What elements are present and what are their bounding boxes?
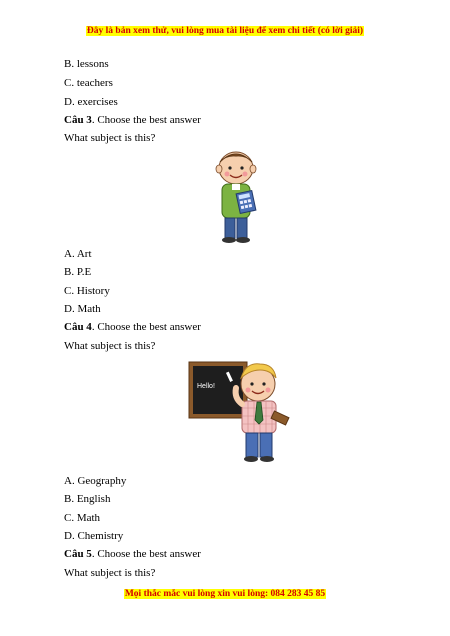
question-3-instruction: . Choose the best answer xyxy=(91,114,201,126)
question-3-heading xyxy=(64,114,201,126)
question-5-label: Câu 5 xyxy=(64,548,92,560)
question-4-option-a: A. Geography xyxy=(64,475,127,487)
preview-notice: Đây là bản xem thử, vui lòng mua tài liệu để xem chi tiết (có lời giải) xyxy=(86,26,364,36)
question-4-instruction: . Choose the best answer xyxy=(91,321,201,333)
question-5-prompt: What subject is this? xyxy=(64,567,156,579)
blackboard-text: Hello! xyxy=(197,383,215,390)
question-3-option-c: C. History xyxy=(64,285,110,297)
question-3-prompt: What subject is this? xyxy=(64,132,156,144)
boy-at-blackboard-image xyxy=(188,356,294,464)
question-5-heading xyxy=(64,548,201,560)
contact-notice: Mọi thắc mắc vui lòng xin vui lòng: 084 283 45 85 xyxy=(124,589,326,599)
question-4-heading xyxy=(64,321,201,333)
question-3-option-d: D. Math xyxy=(64,303,101,315)
question-4-option-c: C. Math xyxy=(64,512,101,524)
question-4-option-d: D. Chemistry xyxy=(64,530,124,542)
question-3-option-a: A. Art xyxy=(64,248,92,260)
question-3-label: Câu 3 xyxy=(64,114,92,126)
question-4-option-b: B. English xyxy=(64,493,111,505)
boy-with-calculator-image xyxy=(206,148,266,244)
option-c: C. teachers xyxy=(64,77,113,89)
question-4-label: Câu 4 xyxy=(64,321,92,333)
option-b: B. lessons xyxy=(64,58,109,70)
question-5-instruction: . Choose the best answer xyxy=(91,548,201,560)
question-3-option-b: B. P.E xyxy=(64,266,92,278)
question-4-prompt: What subject is this? xyxy=(64,340,156,352)
option-d: D. exercises xyxy=(64,96,118,108)
